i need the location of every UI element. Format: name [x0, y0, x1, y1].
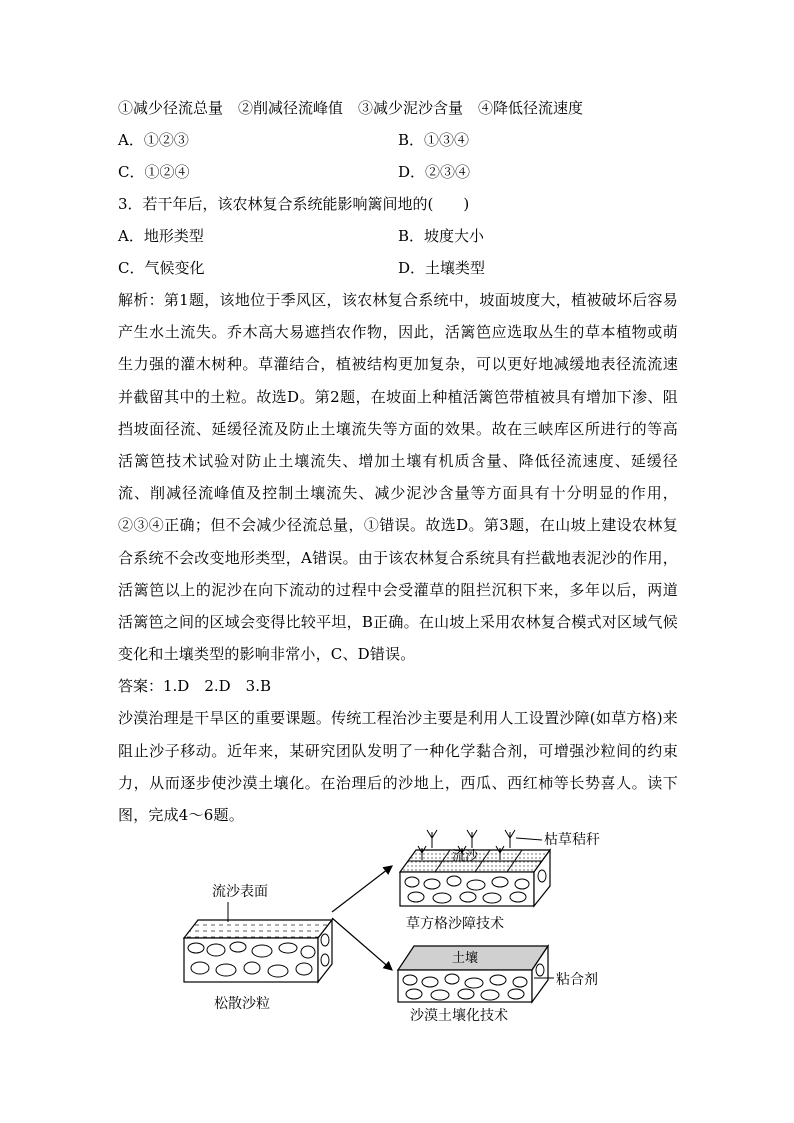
straw-grid-block — [400, 830, 550, 906]
q3-choice-b: B．坡度大小 — [398, 227, 485, 245]
q2-choices-row-1 — [118, 124, 678, 156]
q2-options-line: ①减少径流总量 ②削减径流峰值 ③减少泥沙含量 ④降低径流速度 — [118, 99, 584, 117]
desert-treatment-figure — [170, 820, 640, 1030]
q3-choices-row-1 — [118, 220, 678, 252]
arrow-to-grid — [332, 866, 392, 912]
loose-sand-block — [184, 920, 332, 982]
figure-svg — [170, 820, 640, 1030]
q2-choice-d: D．②③④ — [398, 163, 471, 181]
intro-paragraph: 沙漠治理是干旱区的重要课题。传统工程治沙主要是利用人工设置沙障(如草方格)来阻止沙子移动。近年来，某研究团队发明了一种化学黏合剂，可增强沙粒间的约束力，从而逐步使沙漠土壤化。在治理后的沙地上，西瓜、西红柿等长势喜人。读下图，完成4～6题。 — [118, 709, 678, 825]
q3-choice-c: C．气候变化 — [118, 259, 205, 277]
answer-line: 答案：1.D 2.D 3.B — [118, 677, 272, 696]
q2-choice-a: A．①②③ — [118, 131, 189, 149]
q2-choice-c: C．①②④ — [118, 163, 190, 181]
label-flowing: 流沙 — [452, 849, 479, 864]
label-glue: 粘合剂 — [556, 972, 598, 988]
label-grid: 草方格沙障技术 — [406, 916, 504, 932]
q3-choice-a: A．地形类型 — [118, 227, 204, 245]
label-soilify: 沙漠土壤化技术 — [410, 1008, 508, 1024]
label-soil: 土壤 — [452, 951, 479, 966]
q3-choice-d: D．土壤类型 — [398, 259, 486, 277]
label-straw: 枯草秸秆 — [544, 832, 600, 848]
label-surface: 流沙表面 — [212, 884, 268, 900]
q3-choices-row-2 — [118, 252, 678, 284]
q3-stem: 3．若干年后，该农林复合系统能影响篱间地的( ) — [118, 195, 470, 213]
analysis-paragraph: 解析：第1题，该地位于季风区，该农林复合系统中，坡面坡度大，植被破坏后容易产生水土流失。乔木高大易遮挡农作物，因此，活篱笆应选取丛生的草本植物或萌生力强的灌木树种。草灌结合，植被结构更加复杂，可以更好地减缓地表径流流速并截留其中的土粒。故选D。第2题，在坡面上种植活篱笆带植被具有增加下渗、阻挡坡面径流、延缓径流及防止土壤流失等方面的效果。故在三峡库区所进行的等高活篱笆技术试验对防止土壤流失、增加土壤有机质含量、降低径流速度、延缓径流、削减径流峰值及控制土壤流失、减少泥沙含量等方面具有十分明显的作用，②③④正确；但不会减少径流总量，①错误。故选D。第3题，在山坡上建设农林复合系统不会改变地形类型，A错误。由于该农林复合系统具有拦截地表泥沙的作用，活篱笆以上的泥沙在向下流动的过程中会受灌草的阻拦沉积下来，多年以后，两道活篱笆之间的区域会变得比较平坦，B正确。在山坡上采用农林复合模式对区域气候变化和土壤类型的影响非常小，C、D错误。 — [118, 291, 678, 664]
q2-choice-b: B．①③④ — [398, 131, 470, 149]
label-loose: 松散沙粒 — [214, 996, 270, 1012]
arrow-to-soil — [332, 918, 392, 970]
q2-choices-row-2 — [118, 156, 678, 188]
document-page — [118, 92, 678, 831]
